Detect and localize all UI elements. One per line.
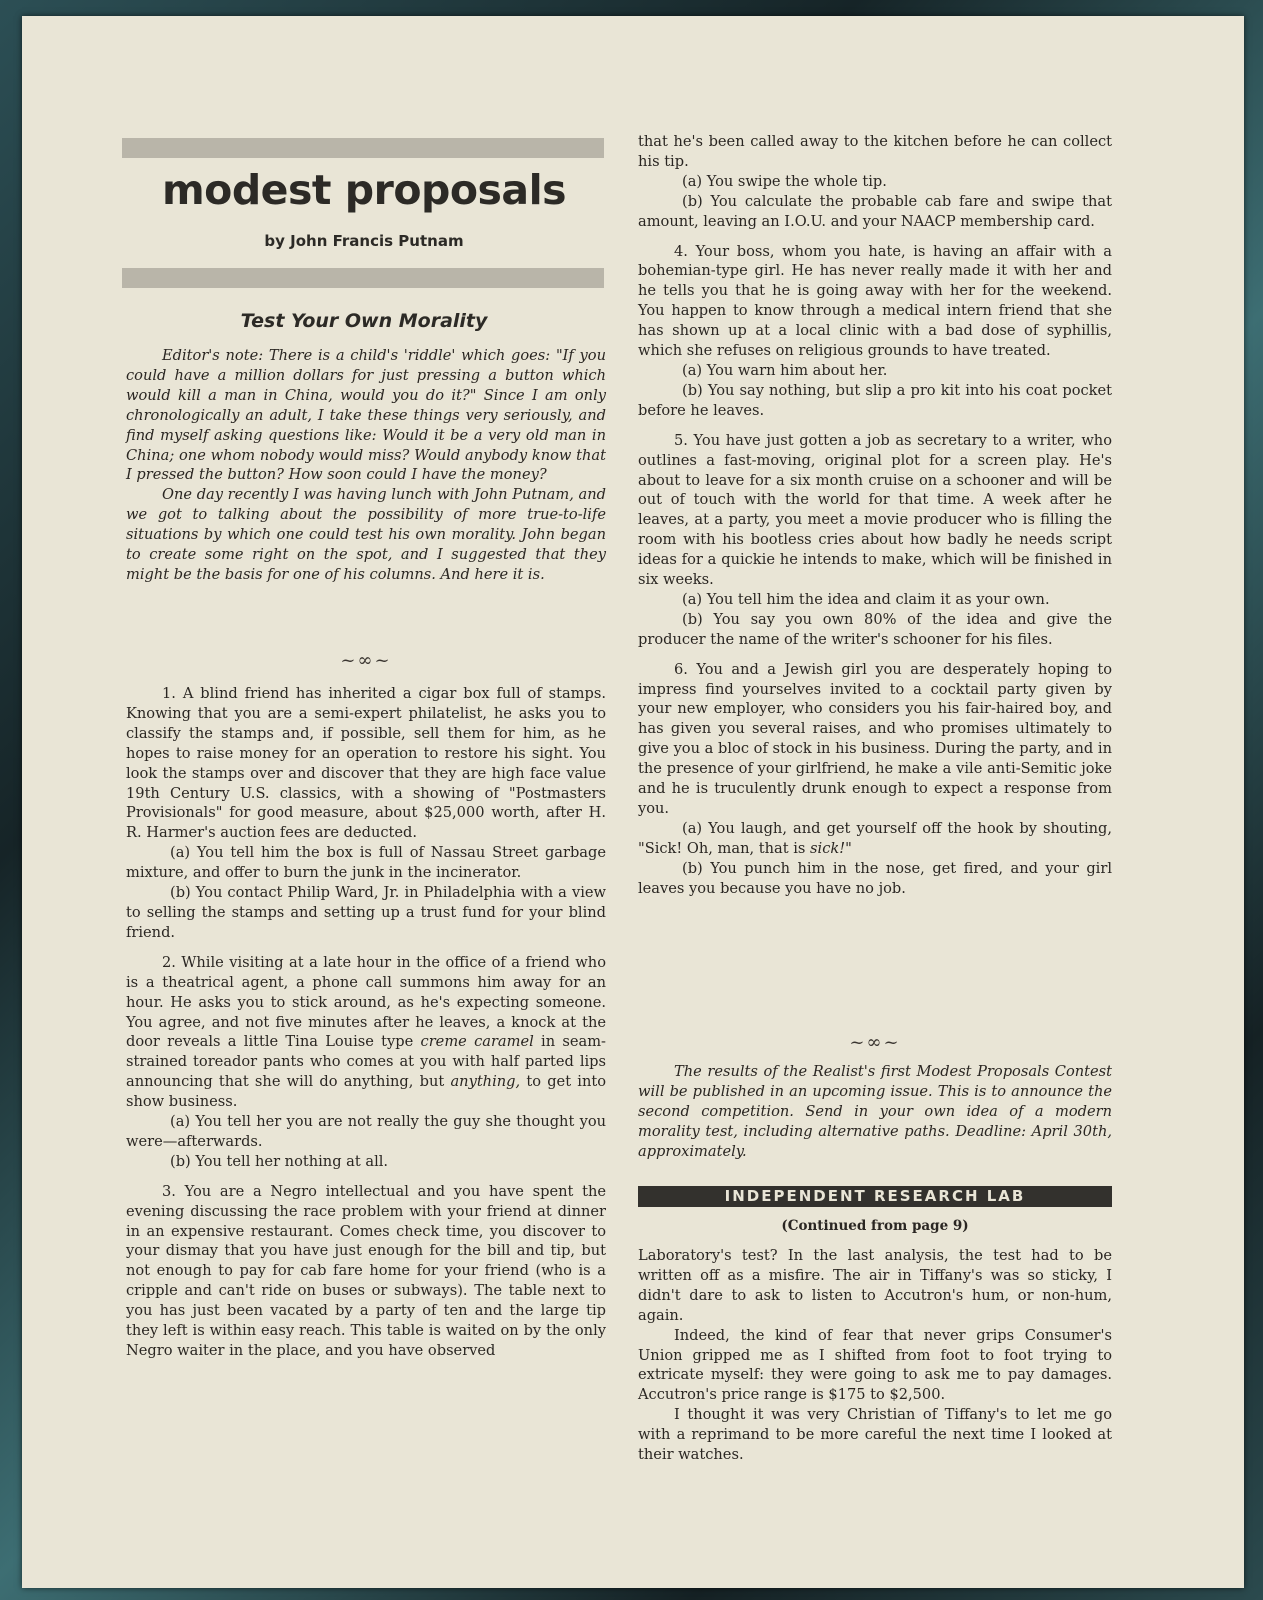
q2-text-end: to get into show business. [126,1073,607,1111]
q2-text-start: 2. While visiting at a late hour in the office of a friend who is a theatrical agent, a phone call summons him away for an hour. He asks you to stick around, as he's expecting someone. You agree, and not five minutes after he leaves, a knock at the door reveals a little Tina Louise type [126,953,606,1051]
lab-paragraph-3: I thought it was very Christian of Tiffany's to let me go with a reprimand to be more careful the next time I looked at their watches. [638,1406,1112,1464]
editor-note-paragraph: Editor's note: There is a child's 'riddle' which goes: "If you could have a million dollars for just pressing a button which would kill a man in China, would you do it?" Since I am only chronologically an adult, I take these things very seriously, and find myself asking questions like: Would it be a very old man in China; one whom nobody would miss? Would anybody know that I pressed the button? How soon could I have the money? [126,347,606,484]
question-2-option-a: (a) You tell her you are not really the guy she thought you were—afterwards. [126,1113,606,1150]
editor-note [126,346,606,585]
contest-text: The results of the Realist's first Modest Proposals Contest will be published in an upcoming issue. This is to announce the second competition. Send in your own idea of a modern morality test, including alternative paths. Deadline: April 30th, approximately. [638,1063,1112,1160]
question-1-option-a: (a) You tell him the box is full of Nassau Street garbage mixture, and offer to burn the junk in the incinerator. [126,844,606,882]
question-5-option-a: (a) You tell him the idea and claim it as your own. [682,590,1050,608]
magazine-page [22,16,1244,1588]
continued-note: (Continued from page 9) [781,1218,969,1234]
title-rule-bottom [122,268,604,288]
lab-paragraph-2: Indeed, the kind of fear that never grips Consumer's Union gripped me as I shifted from foot to foot trying to extricate myself: they were going to ask me to pay damages. Accutron's price range is $175 to $2,500. [638,1326,1112,1404]
question-5: 5. You have just gotten a job as secretary to a writer, who outlines a fast-moving, original plot for a screen play. He's about to leave for a six month cruise on a schooner and will be out of touch with the world for that time. A week after he leaves, at a party, you meet a movie producer who is filling the room with his bootless cries about how badly he needs script ideas for a quickie he intends to make, which will be finished in six weeks. [638,431,1112,589]
ornament-divider: ~∞~ [849,1032,901,1053]
question-3: 3. You are a Negro intellectual and you have spent the evening discussing the race problem with your friend at dinner in an expensive restaurant. Comes check time, you discover to your dismay that you have just enough for the bill and tip, but not enough to pay for cab fare home for your friend (who is a cripple and can't ride on buses or subways). The table next to you has just been vacated by a party of ten and the large tip they left is within easy reach. This table is waited on by the only Negro waiter in the place, and you have observed [126,1182,606,1359]
question-1-option-b: (b) You contact Philip Ward, Jr. in Philadelphia with a view to selling the stamps and setting up a trust fund for your blind friend. [126,884,606,941]
question-4-option-a: (a) You warn him about her. [682,361,888,379]
question-1: 1. A blind friend has inherited a cigar box full of stamps. Knowing that you are a semi-expert philatelist, he asks you to classify the stamps and, if possible, sell them for him, as he hopes to raise money for an operation to restore his sight. You look the stamps over and discover that they are high face value 19th Century U.S. classics, with a showing of "Postmasters Provisionals" for good measure, about $25,000 worth, after H. R. Harmer's auction fees are deducted. [126,685,606,842]
lab-banner: INDEPENDENT RESEARCH LAB [638,1186,1112,1207]
lab-paragraph-1: Laboratory's test? In the last analysis, the test had to be written off as a misfire. The air in Tiffany's was so sticky, I didn't dare to ask to listen to Accutron's hum, or non-hum, again. [638,1247,1112,1324]
question-5-option-b: (b) You say you own 80% of the idea and give the producer the name of the writer's schooner for his files. [638,610,1112,648]
question-4: 4. Your boss, whom you hate, is having an affair with a bohemian-type girl. He has never really made it with her and he tells you that he is going away with her for the weekend. You happen to know through a medical intern friend that she has shown up at a local clinic with a bad dose of syphillis, which she refuses on religious grounds to have treated. [638,242,1112,360]
questions-right [638,132,1112,899]
question-2-option-b: (b) You tell her nothing at all. [170,1152,389,1170]
question-3-continued: that he's been called away to the kitchen before he can collect his tip. [638,133,1112,170]
q6a-text-end: " [845,839,852,857]
q6a-text-start: (a) You laugh, and get yourself off the hook by shouting, "Sick! Oh, man, that is [638,819,1112,857]
article-title: modest proposals [161,166,567,214]
byline: by John Francis Putnam [264,232,464,250]
ornament-divider: ~∞~ [340,650,392,671]
question-2 [126,953,606,1112]
q2-italic-2: anything, [450,1073,521,1091]
question-6-option-a [638,819,1112,859]
question-6: 6. You and a Jewish girl you are desperately hoping to impress find yourselves invited to a cocktail party given by your new employer, who considers you his fair-haired boy, and has given you several raises, and who promises ultimately to give you a bloc of stock in his business. During the party, and in the presence of your girlfriend, he make a vile anti-Semitic joke and he is truculently drunk enough to expect a response from you. [638,660,1112,817]
contest-announcement [638,1062,1112,1162]
title-rule-top [122,138,604,158]
question-3-option-b: (b) You calculate the probable cab fare and swipe that amount, leaving an I.O.U. and your NAACP membership card. [638,192,1112,230]
q2-italic-1: creme caramel [420,1033,534,1051]
question-3-option-a: (a) You swipe the whole tip. [682,172,887,190]
section-title: Test Your Own Morality [240,310,488,332]
questions-left [126,684,606,1361]
q2-text-mid: in seam-strained toreador pants who comes at you with half parted lips announcing that she will do anything, but [126,1033,606,1091]
q6a-italic: sick! [810,839,846,857]
question-6-option-b: (b) You punch him in the nose, get fired, and your girl leaves you because you have no job. [638,859,1112,897]
question-4-option-b: (b) You say nothing, but slip a pro kit into his coat pocket before he leaves. [638,381,1112,419]
lab-article [638,1246,1112,1465]
editor-note-paragraph: One day recently I was having lunch with John Putnam, and we got to talking about the possibility of more true-to-life situations by which one could test his own morality. John began to create some right on the spot, and I suggested that they might be the basis for one of his columns. And here it is. [126,486,606,583]
